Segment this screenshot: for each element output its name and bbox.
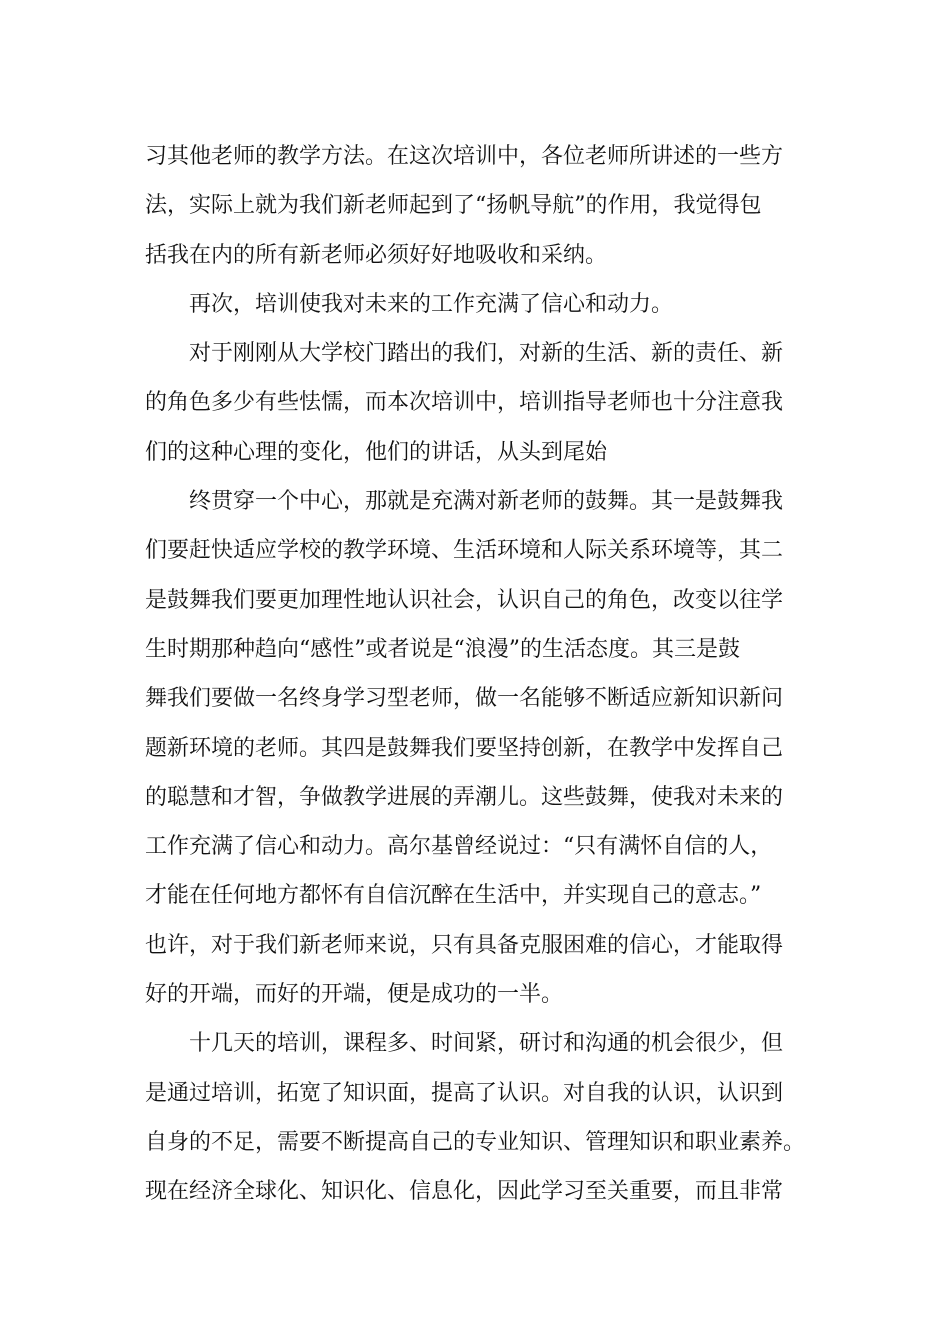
text-line: 是鼓舞我们要更加理性地认识社会，认识自己的角色，改变以往学 (145, 587, 784, 613)
text-line: 法，实际上就为我们新老师起到了“扬帆导航”的作用，我觉得包 (145, 193, 762, 219)
text-line: 终贯穿一个中心，那就是充满对新老师的鼓舞。其一是鼓舞我 (189, 489, 784, 515)
text-line: 也许，对于我们新老师来说，只有具备克服困难的信心，才能取得 (145, 932, 784, 958)
text-line: 好的开端，而好的开端，便是成功的一半。 (145, 982, 564, 1008)
text-line: 们要赶快适应学校的教学环境、生活环境和人际关系环境等，其二 (145, 538, 784, 564)
text-line: 对于刚刚从大学校门踏出的我们，对新的生活、新的责任、新 (189, 341, 784, 367)
text-line: 自身的不足，需要不断提高自己的专业知识、管理知识和职业素养。 (145, 1129, 806, 1155)
text-line: 的聪慧和才智，争做教学进展的弄潮儿。这些鼓舞，使我对未来的 (145, 784, 784, 810)
body-text (145, 132, 825, 1217)
text-line: 是通过培训，拓宽了知识面，提高了认识。对自我的认识，认识到 (145, 1080, 784, 1106)
text-line: 们的这种心理的变化，他们的讲话，从头到尾始 (145, 439, 608, 465)
text-line: 舞我们要做一名终身学习型老师，做一名能够不断适应新知识新问 (145, 686, 784, 712)
text-line: 工作充满了信心和动力。高尔基曾经说过：“只有满怀自信的人， (145, 834, 773, 860)
text-line: 题新环境的老师。其四是鼓舞我们要坚持创新，在教学中发挥自己 (145, 735, 784, 761)
text-line: 现在经济全球化、知识化、信息化，因此学习至关重要，而且非常 (145, 1179, 784, 1205)
text-line: 括我在内的所有新老师必须好好地吸收和采纳。 (145, 242, 608, 268)
text-line: 再次，培训使我对未来的工作充满了信心和动力。 (189, 291, 674, 317)
text-line: 才能在任何地方都怀有自信沉醉在生活中，并实现自己的意志。” (145, 883, 762, 909)
text-line: 生时期那种趋向“感性”或者说是“浪漫”的生活态度。其三是鼓 (145, 636, 740, 662)
text-line: 十几天的培训，课程多、时间紧，研讨和沟通的机会很少，但 (189, 1031, 784, 1057)
text-line: 习其他老师的教学方法。在这次培训中，各位老师所讲述的一些方 (145, 144, 784, 169)
text-line: 的角色多少有些怯懦，而本次培训中，培训指导老师也十分注意我 (145, 390, 784, 416)
